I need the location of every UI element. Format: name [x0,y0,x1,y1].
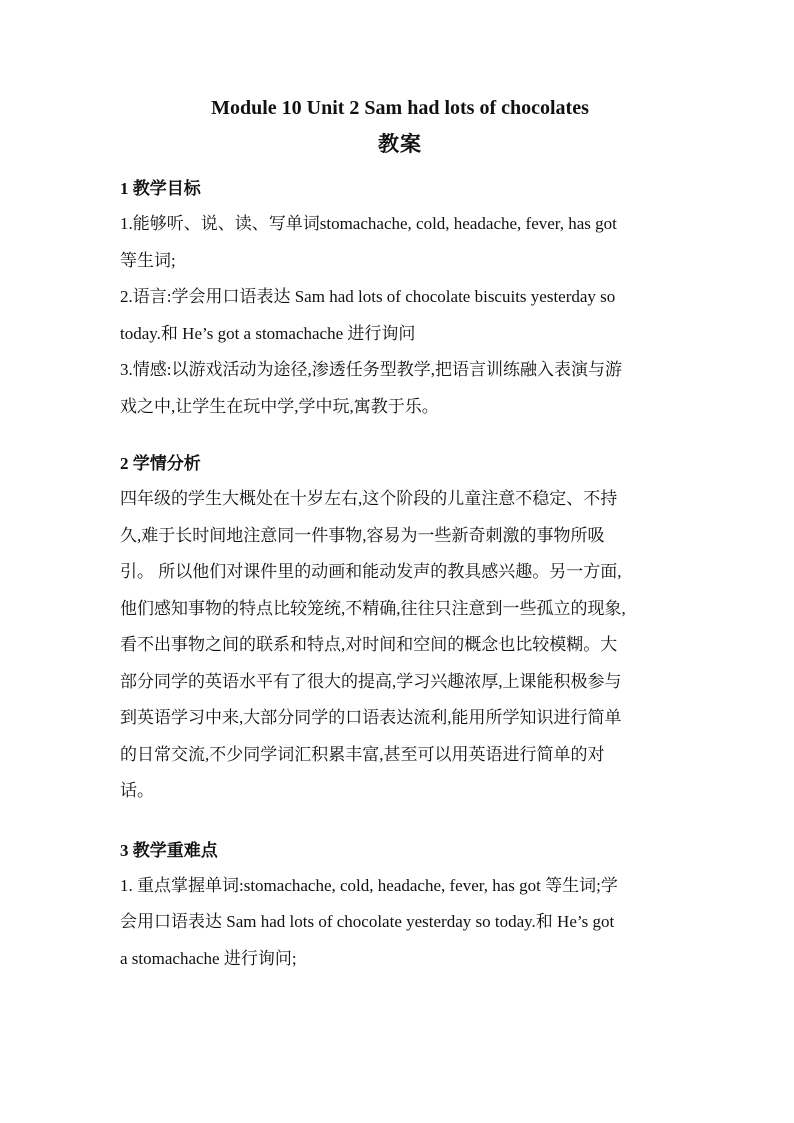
document-body [120,90,680,977]
paragraph-line: 看不出事物之间的联系和特点,对时间和空间的概念也比较模糊。大 [120,635,618,654]
paragraph-line: 久,难于长时间地注意同一件事物,容易为一些新奇刺激的事物所吸 [120,525,605,545]
document-title: Module 10 Unit 2 Sam had lots of chocolates [211,97,589,119]
paragraph-line: 话。 [120,781,154,800]
section-heading: 2 学情分析 [120,454,201,473]
paragraph-line: 会用口语表达 Sam had lots of chocolate yesterday so today.和 He’s got [120,912,615,931]
section-spacer [120,425,680,447]
paragraph-line: 3.情感:以游戏活动为途径,渗透任务型教学,把语言训练融入表演与游 [120,360,622,379]
section-heading: 3 教学重难点 [120,840,218,860]
paragraph-line: 1.能够听、说、读、写单词stomachache, cold, headache, fever, has got [120,214,617,233]
paragraph-line: 部分同学的英语水平有了很大的提高,学习兴趣浓厚,上课能积极参与 [120,671,622,691]
paragraph-line: 戏之中,让学生在玩中学,学中玩,寓教于乐。 [120,396,439,416]
section-key-points [120,834,680,978]
paragraph-line: 的日常交流,不少同学词汇积累丰富,甚至可以用英语进行简单的对 [120,744,605,764]
paragraph-line: 到英语学习中来,大部分同学的口语表达流利,能用所学知识进行简单 [120,708,622,727]
paragraph-line: 引。 所以他们对课件里的动画和能动发声的教具感兴趣。另一方面, [120,562,622,581]
section-spacer [120,810,680,834]
paragraph-line: 1. 重点掌握单词:stomachache, cold, headache, fever, has got 等生词;学 [120,875,618,895]
document-subtitle: 教案 [378,132,422,156]
section-learner-analysis [120,447,680,810]
paragraph-line: a stomachache 进行询问; [120,948,297,968]
section-heading: 1 教学目标 [120,179,201,198]
paragraph-line: 2.语言:学会用口语表达 Sam had lots of chocolate biscuits yesterday so [120,287,616,306]
paragraph-line: 四年级的学生大概处在十岁左右,这个阶段的儿童注意不稳定、不持 [120,489,618,508]
paragraph-line: 等生词; [120,250,176,270]
paragraph-line: 他们感知事物的特点比较笼统,不精确,往往只注意到一些孤立的现象, [120,598,626,618]
section-objectives [120,172,680,425]
paragraph-line: today.和 He’s got a stomachache 进行询问 [120,323,416,343]
